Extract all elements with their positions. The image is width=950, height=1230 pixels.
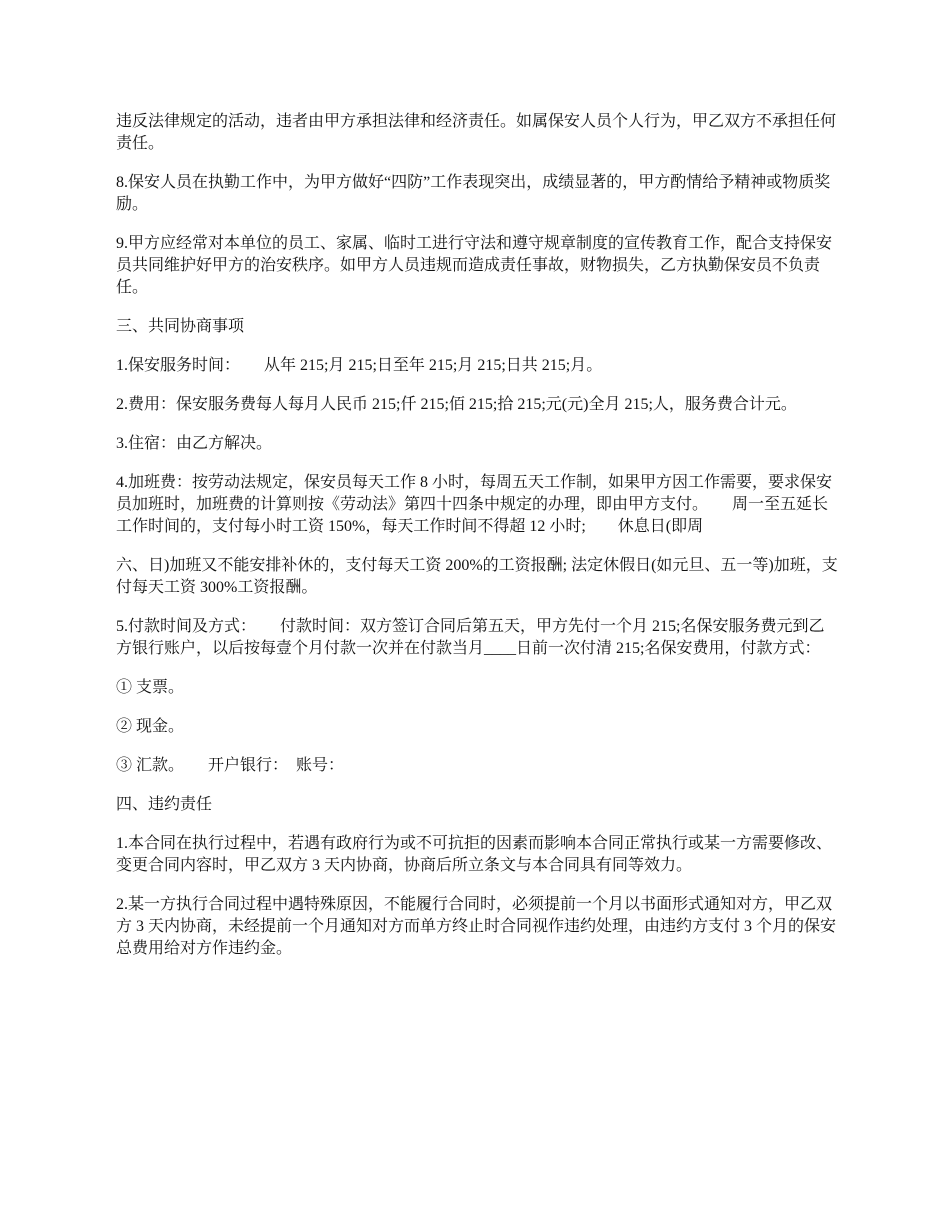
paragraph-service-time: 1.保安服务时间： 从年 215;月 215;日至年 215;月 215;日共 215;月。 [116, 357, 603, 374]
paragraph-liability-continued: 违反法律规定的活动，违者由甲方承担法律和经济责任。如属保安人员个人行为，甲乙双方不承担任何责任。 [116, 113, 837, 152]
paragraph-overtime-holiday: 六、日)加班又不能安排补休的，支付每天工资 200%的工资报酬; 法定休假日(如元旦、五一等)加班，支付每天工资 300%工资报酬。 [116, 557, 838, 596]
section-heading-breach: 四、违约责任 [116, 796, 213, 813]
paragraph-overtime-pay: 4.加班费：按劳动法规定，保安员每天工作 8 小时，每周五天工作制，如果甲方因工作需要，要求保安员加班时，加班费的计算则按《劳动法》第四十四条中规定的办理，即由甲方支付。 周一至五延长工作时间的，支付每小时工资 150%，每天工作时间不得超 12 小时; 休息日(即周 [116, 474, 833, 535]
payment-option-transfer: ③ 汇款。 开户银行： 账号： [116, 757, 345, 774]
paragraph-breach-item-1: 1.本合同在执行过程中，若遇有政府行为或不可抗拒的因素而影响本合同正常执行或某一方需要修改、变更合同内容时，甲乙双方 3 天内协商，协商后所立条文与本合同具有同等效力。 [116, 835, 833, 874]
payment-option-cash: ② 现金。 [116, 718, 185, 735]
paragraph-fees: 2.费用：保安服务费每人每月人民币 215;仟 215;佰 215;拾 215;元(元)全月 215;人，服务费合计元。 [116, 396, 797, 413]
paragraph-payment-method: 5.付款时间及方式： 付款时间：双方签订合同后第五天，甲方先付一个月 215;名保安服务费元到乙方银行账户，以后按每壹个月付款一次并在付款当月____日前一次付清 215;名保安费用，付款方式： [116, 618, 825, 657]
paragraph-accommodation: 3.住宿：由乙方解决。 [116, 435, 273, 452]
paragraph-item-8-reward: 8.保安人员在执勤工作中，为甲方做好“四防”工作表现突出，成绩显著的，甲方酌情给予精神或物质奖励。 [116, 174, 831, 213]
document-body [116, 111, 840, 977]
payment-option-check: ① 支票。 [116, 679, 185, 696]
section-heading-joint-matters: 三、共同协商事项 [116, 318, 245, 335]
paragraph-breach-item-2: 2.某一方执行合同过程中遇特殊原因，不能履行合同时，必须提前一个月以书面形式通知对方，甲乙双方 3 天内协商，未经提前一个月通知对方而单方终止时合同视作违约处理，由违约方支付 3 个月的保安总费用给对方作违约金。 [116, 896, 837, 957]
paragraph-item-9-education: 9.甲方应经常对本单位的员工、家属、临时工进行守法和遵守规章制度的宣传教育工作，配合支持保安员共同维护好甲方的治安秩序。如甲方人员违规而造成责任事故，财物损失，乙方执勤保安员不负责任。 [116, 235, 833, 296]
